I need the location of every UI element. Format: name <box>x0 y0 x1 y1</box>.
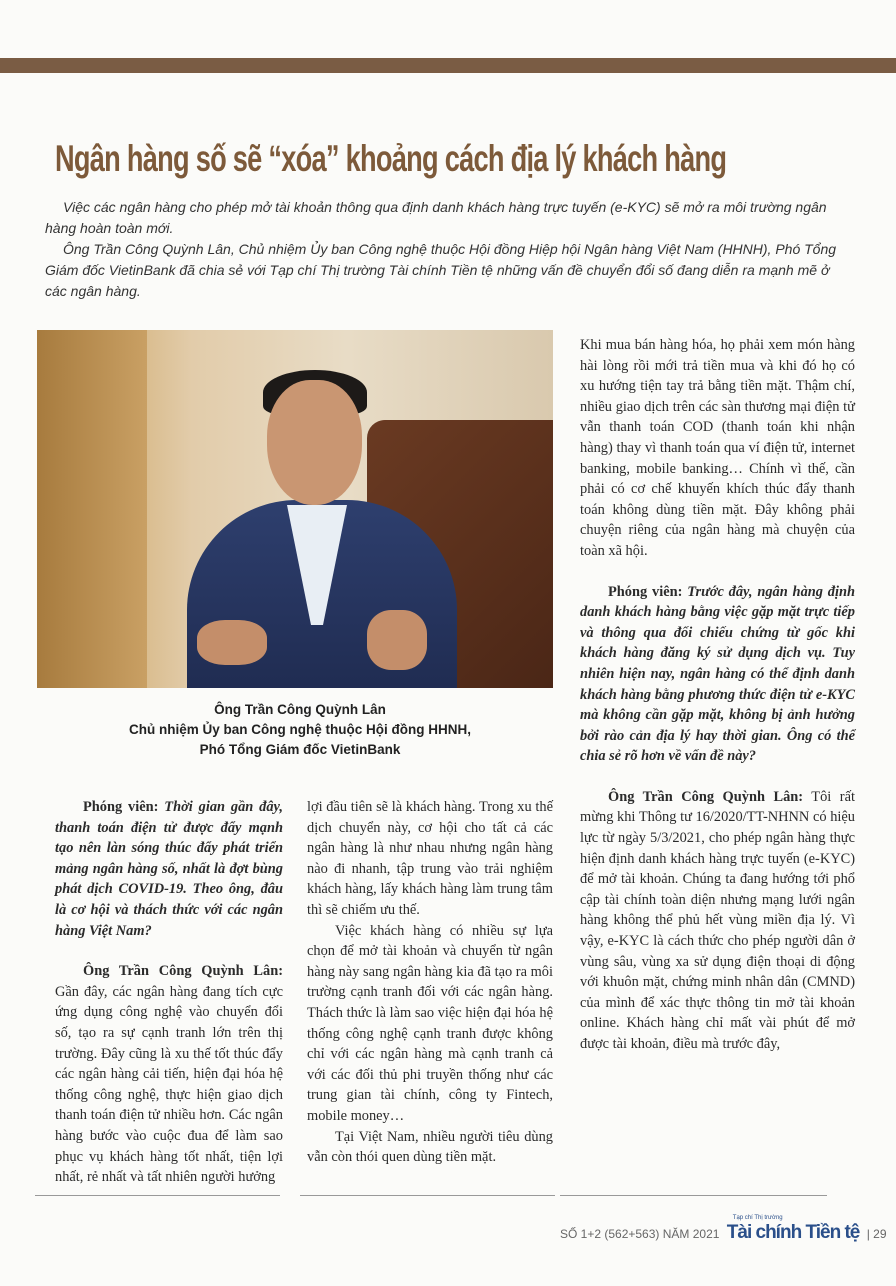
speaker: Ông Trần Công Quỳnh Lân: <box>83 963 283 980</box>
speaker: Phóng viên: <box>83 799 159 815</box>
question <box>55 797 283 941</box>
column-2 <box>307 797 553 1168</box>
question-text: Trước đây, ngân hàng định danh khách hàng bằng việc gặp mặt trực tiếp và thông qua đối chiếu chứng từ gốc khi khách hàng đăng ký sử dụng dịch vụ. Tuy nhiên hiện nay, ngân hàng có thể định danh khách hàng bằng phương thức điện tử e-KYC mà không cần gặp mặt, không bị ảnh hưởng bởi rào cản địa lý hay thời gian. Ông có thể chia sẻ rõ hơn về vấn đề này? <box>580 583 855 765</box>
speaker: Ông Trần Công Quỳnh Lân: <box>608 788 804 805</box>
article-lead <box>45 197 845 302</box>
paragraph: Việc khách hàng có nhiều sự lựa chọn để mở tài khoản và chuyển từ ngân hàng này sang ngân hàng kia đã tạo ra môi trường cạnh tranh đối với các ngân hàng. Thách thức là làm sao việc hiện đại hóa hệ thống công nghệ cạnh tranh được không chỉ với các ngân hàng mà cạnh tranh cả với các đối thủ phi truyền thống như các trung gian tài chính, công ty Fintech, mobile money… <box>307 922 553 1124</box>
footer-rule <box>35 1195 280 1196</box>
paragraph: Khi mua bán hàng hóa, họ phải xem món hàng hài lòng rồi mới trả tiền mua và khi đó họ có xu hướng tiện tay trả bằng tiền mặt. Thậm chí, nhiều giao dịch trên các sàn thương mại điện tử vẫn thanh toán COD (thanh toán khi nhận hàng) thay vì thanh toán qua ví điện tử, internet banking, mobile banking… Chính vì thế, cần phải có cơ chế khuyến khích thúc đẩy thanh toán không dùng tiền mặt. Đây không phải chuyện riêng của ngân hàng mà chuyện của toàn xã hội. <box>580 337 855 559</box>
article-title: Ngân hàng số sẽ “xóa” khoảng cách địa lý khách hàng <box>55 138 727 179</box>
paragraph: lợi đầu tiên sẽ là khách hàng. Trong xu thế dịch chuyển này, cơ hội cho tất cả các ngân hàng là như nhau nhưng ngân hàng nào đi nhanh, tập trung vào trải nghiệm khách hàng, lấy khách hàng làm trung tâm thì sẽ chiếm ưu thế. <box>307 799 553 918</box>
issue-number: SỐ 1+2 (562+563) NĂM 2021 <box>560 1227 720 1241</box>
speaker: Phóng viên: <box>608 583 683 600</box>
portrait-photo <box>37 330 553 688</box>
question <box>580 582 855 767</box>
logo-subtitle: Tạp chí Thị trường <box>732 1215 783 1221</box>
page-footer <box>560 1215 890 1244</box>
caption-title: Chủ nhiệm Ủy ban Công nghệ thuộc Hội đồng HHNH, <box>129 722 471 737</box>
top-color-bar <box>0 58 896 73</box>
footer-rule <box>560 1195 827 1196</box>
photo-caption <box>80 700 520 760</box>
page-number: | 29 <box>866 1227 887 1241</box>
caption-name: Ông Trần Công Quỳnh Lân <box>214 702 386 717</box>
footer-rule <box>300 1195 555 1196</box>
question-text: Thời gian gần đây, thanh toán điện tử được đẩy mạnh tạo nên làn sóng thúc đẩy phát triển mảng ngân hàng số, nhất là đợt bùng phát dịch COVID-19. Theo ông, đâu là cơ hội và thách thức với các ngân hàng Việt Nam? <box>55 799 283 939</box>
paragraph: Tại Việt Nam, nhiều người tiêu dùng vẫn còn thói quen dùng tiền mặt. <box>307 1128 553 1166</box>
answer <box>55 961 283 1188</box>
column-1 <box>55 797 283 1188</box>
logo-text: Tài chính Tiền tệ <box>726 1222 860 1243</box>
column-3 <box>580 335 855 1055</box>
magazine-logo <box>726 1215 860 1244</box>
answer-text: Gần đây, các ngân hàng đang tích cực ứng dụng công nghệ vào chuyển đổi số, tạo ra sự cạnh tranh lớn trên thị trường. Đây cũng là xu thế tốt thúc đẩy các ngân hàng cải tiến, hiện đại hóa hệ thống công nghệ, thực hiện giao dịch thanh toán điện tử nhiều hơn. Các ngân hàng bước vào cuộc đua để làm sao phục vụ khách hàng tốt nhất, tiện lợi nhất, rẻ nhất và tất nhiên người hưởng <box>55 983 283 1186</box>
answer-text: Tôi rất mừng khi Thông tư 16/2020/TT-NHNN có hiệu lực từ ngày 5/3/2021, cho phép ngân hàng thực hiện định danh khách hàng trực tuyến (e-KYC) để mở tài khoản. Chúng ta đang hướng tới phổ cập tài chính toàn diện nhưng mạng lưới ngân hàng không thể phủ hết vùng miền địa lý. Vì vậy, e-KYC là cách thức cho phép người dân ở vùng sâu, vùng xa sử dụng điện thoại di động với khuôn mặt, chứng minh nhân dân (CMND) của mình để xác thực thông tin mở tài khoản online. Khách hàng chỉ mất vài phút để mở được tài khoản, điều mà trước đây, <box>580 788 855 1052</box>
lead-paragraph: Việc các ngân hàng cho phép mở tài khoản thông qua định danh khách hàng trực tuyến (e-KYC) sẽ mở ra môi trường ngân hàng hoàn toàn mới. <box>45 199 827 236</box>
lead-paragraph: Ông Trần Công Quỳnh Lân, Chủ nhiệm Ủy ban Công nghệ thuộc Hội đồng Hiệp hội Ngân hàng Việt Nam (HHNH), Phó Tổng Giám đốc VietinBank đã chia sẻ với Tạp chí Thị trường Tài chính Tiền tệ những vấn đề chuyển đổi số đang diễn ra mạnh mẽ ở các ngân hàng. <box>45 241 837 299</box>
caption-title: Phó Tổng Giám đốc VietinBank <box>199 742 401 757</box>
answer <box>580 787 855 1055</box>
